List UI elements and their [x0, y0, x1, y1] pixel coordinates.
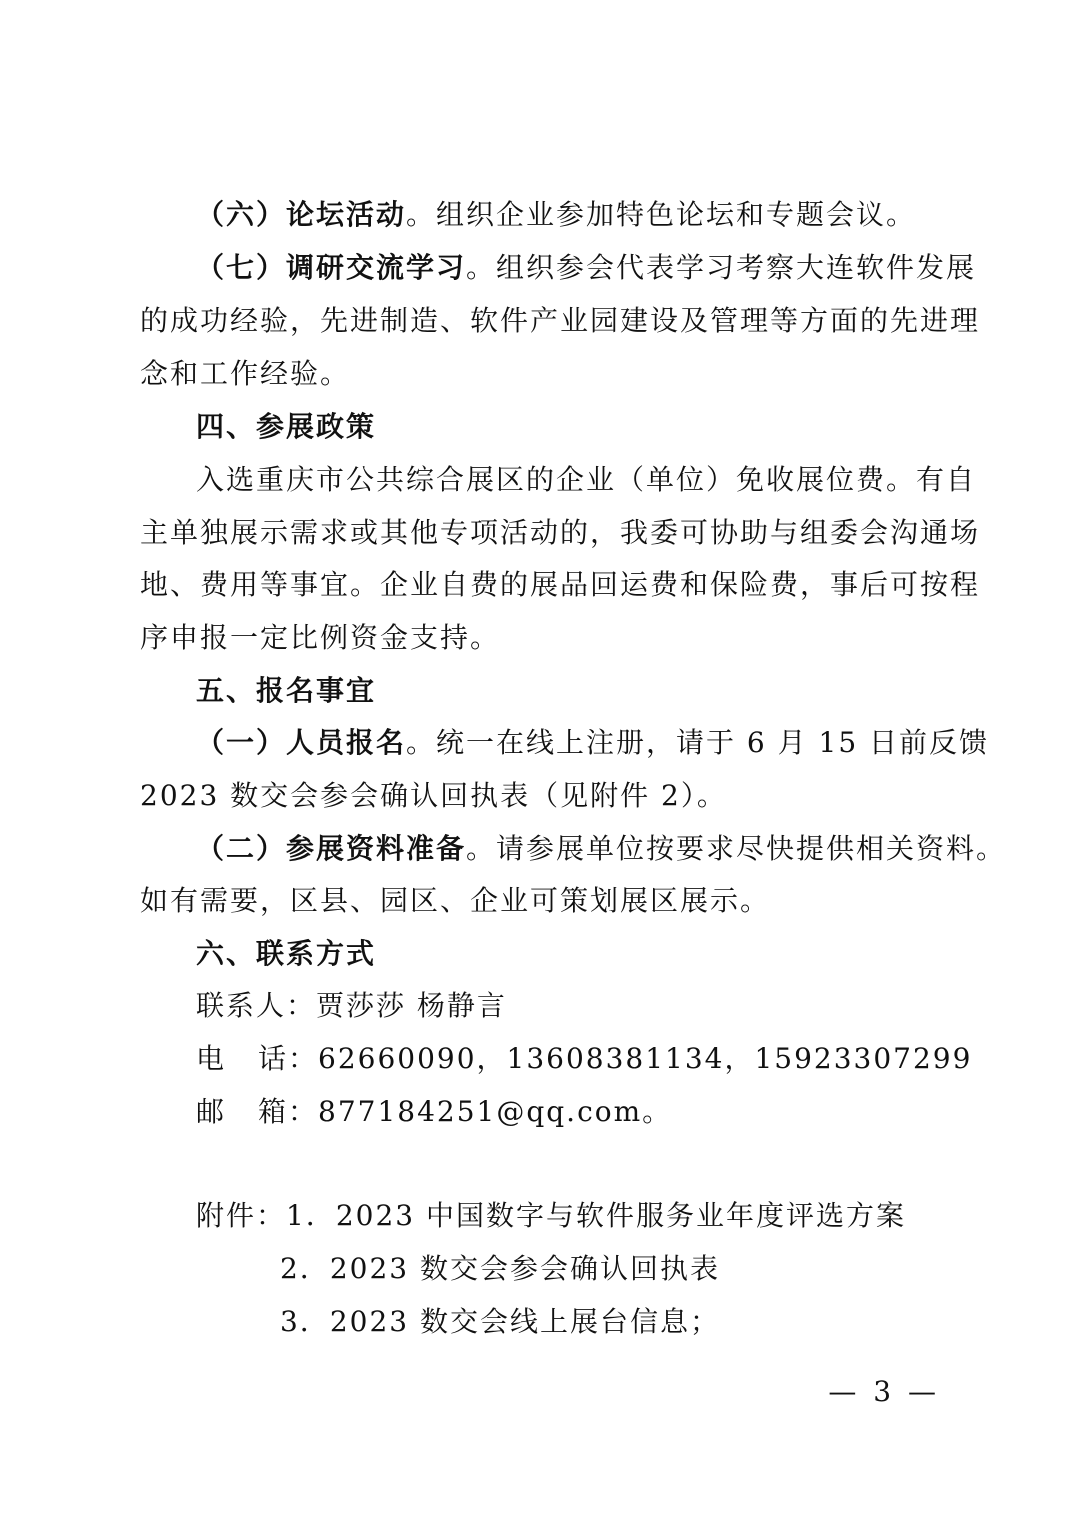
attachment-1: 1．2023 中国数字与软件服务业年度评选方案 — [286, 1199, 906, 1232]
contact-phone — [196, 1041, 973, 1077]
contact-person-label: 联系人： — [196, 989, 317, 1022]
registration-title: （一）人员报名 — [196, 726, 407, 759]
registration-line-1 — [196, 725, 990, 761]
section-4-heading: 四、参展政策 — [196, 410, 377, 443]
attachment-3: 3．2023 数交会线上展台信息； — [280, 1305, 720, 1338]
contact-person — [196, 988, 945, 1024]
email-value: ：877184251@qq.com。 — [288, 1095, 673, 1128]
section-6-heading: 六、联系方式 — [196, 937, 377, 970]
section-4-body-line-3: 地、费用等事宜。企业自费的展品回运费和保险费，事后可按程 — [140, 568, 981, 601]
research-body-1: 。组织参会代表学习考察大连软件发展 — [466, 251, 977, 284]
forum-body: 。组织企业参加特色论坛和专题会议。 — [406, 198, 917, 231]
section-4-body-line-2: 主单独展示需求或其他专项活动的，我委可协助与组委会沟通场 — [140, 516, 981, 549]
forum-title: （六）论坛活动 — [196, 198, 407, 231]
section-4-body-line-1: 入选重庆市公共综合展区的企业（单位）免收展位费。有自 — [196, 463, 977, 496]
paragraph-research-line-1 — [196, 250, 977, 286]
research-title: （七）调研交流学习 — [196, 251, 467, 284]
paragraph-forum — [196, 197, 945, 233]
attachments-line-1 — [196, 1198, 945, 1234]
contact-person-value: 贾莎莎 杨静言 — [316, 989, 507, 1022]
materials-line-2: 如有需要，区县、园区、企业可策划展区展示。 — [140, 884, 771, 917]
phone-value: ：62660090，13608381134，15923307299 — [288, 1042, 973, 1075]
contact-email — [196, 1094, 945, 1130]
section-5-heading: 五、报名事宜 — [196, 674, 377, 707]
materials-body-1: 。请参展单位按要求尽快提供相关资料。 — [466, 832, 1007, 865]
registration-body-1: 。统一在线上注册，请于 6 月 15 日前反馈 — [406, 726, 990, 759]
email-label: 邮 箱 — [196, 1095, 288, 1128]
paragraph-research-line-3: 念和工作经验。 — [140, 357, 351, 390]
attachment-2: 2．2023 数交会参会确认回执表 — [280, 1252, 720, 1285]
materials-line-1 — [196, 831, 1007, 867]
phone-label: 电 话 — [196, 1042, 288, 1075]
paragraph-research-line-2: 的成功经验，先进制造、软件产业园建设及管理等方面的先进理 — [140, 304, 981, 337]
page-number: — 3 — — [828, 1375, 940, 1408]
section-4-body-line-4: 序申报一定比例资金支持。 — [140, 621, 501, 654]
registration-line-2: 2023 数交会参会确认回执表（见附件 2）。 — [140, 779, 727, 812]
materials-title: （二）参展资料准备 — [196, 832, 467, 865]
attachments-label: 附件： — [196, 1199, 287, 1232]
